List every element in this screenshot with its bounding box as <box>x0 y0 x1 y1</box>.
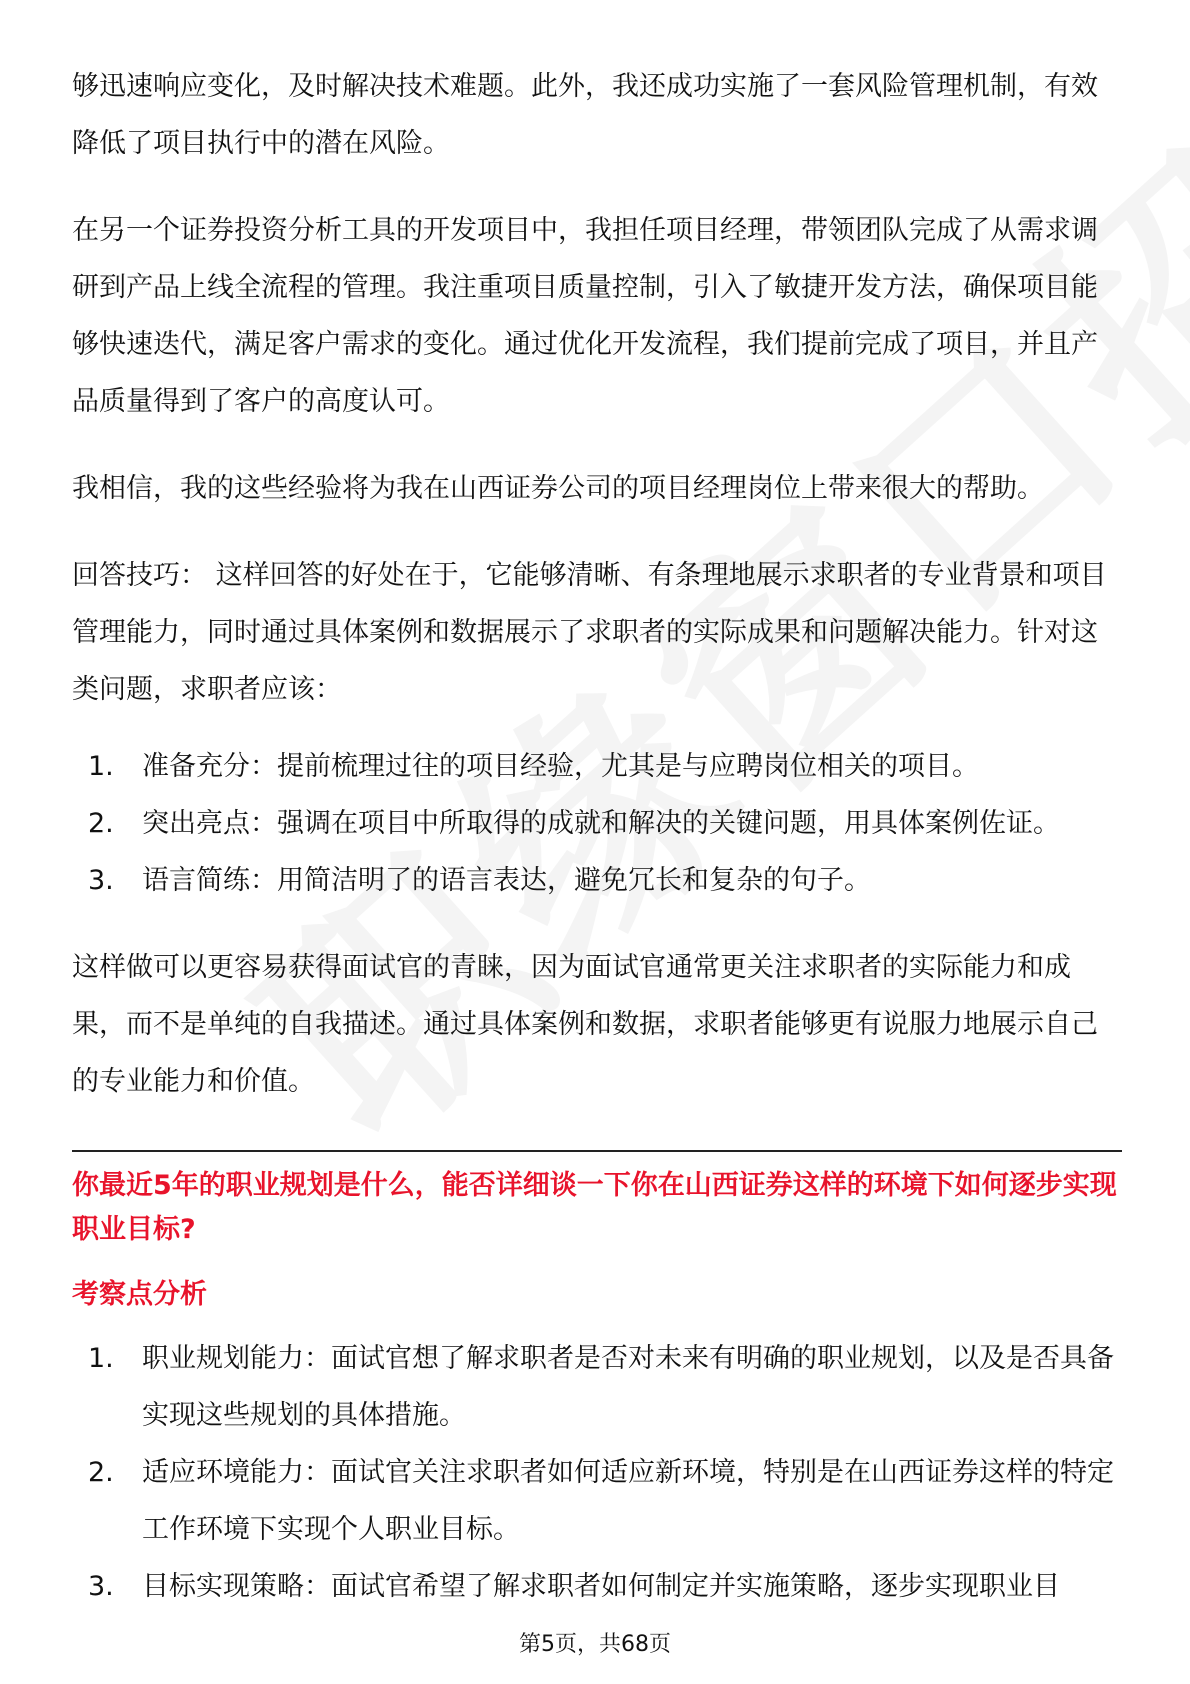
page-content <box>72 58 1122 1615</box>
paragraph-conclusion: 这样做可以更容易获得面试官的青睐，因为面试官通常更关注求职者的实际能力和成果，而不是单纯的自我描述。通过具体案例和数据，求职者能够更有说服力地展示自己的专业能力和价值。 <box>72 952 1098 1097</box>
list-item-text: 突出亮点：强调在项目中所取得的成就和解决的关键问题，用具体案例佐证。 <box>142 808 1060 839</box>
section-divider <box>72 1150 1122 1152</box>
list-number: 1. <box>88 1343 114 1374</box>
list-number: 2. <box>88 1457 114 1488</box>
list-number: 1. <box>88 751 114 782</box>
list-item <box>72 1444 1122 1558</box>
paragraph-1: 够迅速响应变化，及时解决技术难题。此外，我还成功实施了一套风险管理机制，有效降低了项目执行中的潜在风险。 <box>72 71 1098 159</box>
list-item <box>72 1558 1122 1615</box>
paragraph-3: 我相信，我的这些经验将为我在山西证券公司的项目经理岗位上带来很大的帮助。 <box>72 473 1044 504</box>
analysis-list <box>72 1330 1122 1615</box>
list-number: 3. <box>88 1571 114 1602</box>
list-item-text: 适应环境能力：面试官关注求职者如何适应新环境，特别是在山西证券这样的特定工作环境下实现个人职业目标。 <box>142 1457 1114 1545</box>
paragraph-2: 在另一个证券投资分析工具的开发项目中，我担任项目经理，带领团队完成了从需求调研到产品上线全流程的管理。我注重项目质量控制，引入了敏捷开发方法，确保项目能够快速迭代，满足客户需求的变化。通过优化开发流程，我们提前完成了项目，并且产品质量得到了客户的高度认可。 <box>72 215 1098 417</box>
list-number: 3. <box>88 865 114 896</box>
list-item <box>72 852 1122 909</box>
list-item-text: 目标实现策略：面试官希望了解求职者如何制定并实施策略，逐步实现职业目 <box>142 1571 1060 1602</box>
list-item <box>72 795 1122 852</box>
list-item-text: 准备充分：提前梳理过往的项目经验，尤其是与应聘岗位相关的项目。 <box>142 751 979 782</box>
list-item-text: 职业规划能力：面试官想了解求职者是否对未来有明确的职业规划，以及是否具备实现这些规划的具体措施。 <box>142 1343 1114 1431</box>
question-heading: 你最近5年的职业规划是什么，能否详细谈一下你在山西证券这样的环境下如何逐步实现职业目标? <box>72 1170 1117 1245</box>
answer-tips-paragraph: 回答技巧： 这样回答的好处在于，它能够清晰、有条理地展示求职者的专业背景和项目管理能力，同时通过具体案例和数据展示了求职者的实际成果和问题解决能力。针对这类问题，求职者应该： <box>72 560 1107 705</box>
tips-list <box>72 738 1122 909</box>
list-item <box>72 738 1122 795</box>
list-number: 2. <box>88 808 114 839</box>
analysis-heading: 考察点分析 <box>72 1279 207 1310</box>
page-number-footer: 第5页，共68页 <box>519 1632 671 1657</box>
list-item <box>72 1330 1122 1444</box>
list-item-text: 语言简练：用简洁明了的语言表达，避免冗长和复杂的句子。 <box>142 865 871 896</box>
